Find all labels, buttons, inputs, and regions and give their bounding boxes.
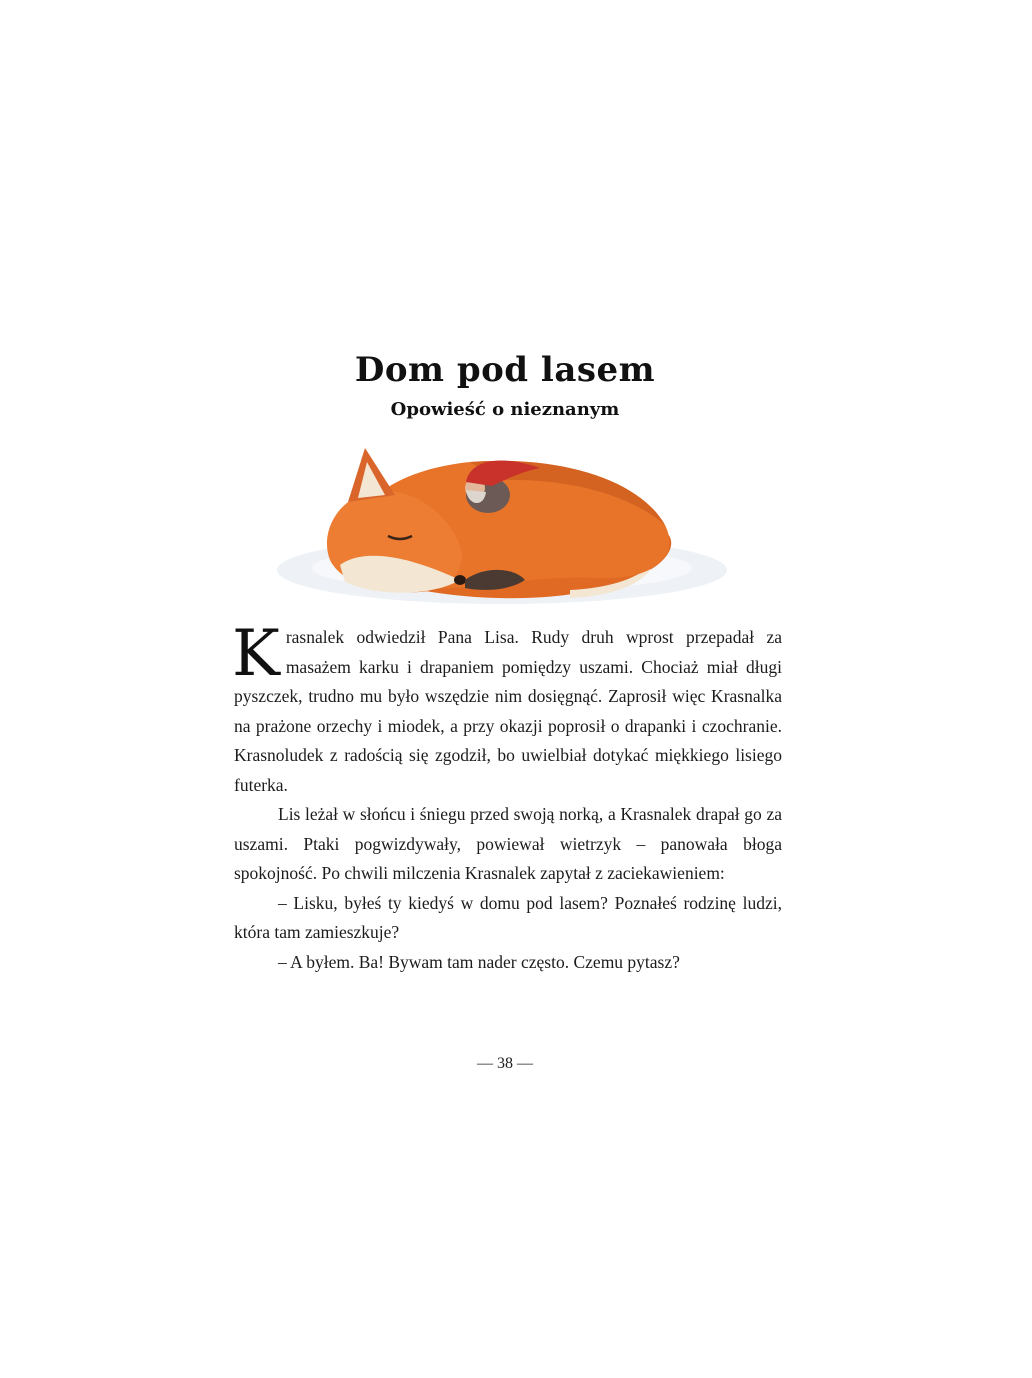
drop-cap: K (232, 617, 280, 691)
page-number: — 38 — (477, 1055, 533, 1072)
paragraph-4: – A byłem. Ba! Bywam tam nader często. Czemu pytasz? (278, 951, 680, 972)
fox-nose (454, 575, 466, 585)
paragraph-2: Lis leżał w słońcu i śniegu przed swoją norką, a Krasnalek drapał go za uszami. Ptaki pogwizdywały, powiewał wietrzyk – panowała błoga spokojność. Po chwili milczenia Krasnalek zapytał z zaciekawieniem: (234, 804, 782, 883)
chapter-subtitle: Opowieść o nieznanym (390, 399, 620, 420)
paragraph-3: – Lisku, byłeś ty kiedyś w domu pod lasem? Poznałeś rodzinę ludzi, która tam zamieszkuje? (234, 892, 782, 942)
story-text (232, 617, 782, 977)
sleeping-fox-with-gnome-illustration (270, 440, 740, 610)
paragraph-1-text: rasnalek odwiedził Pana Lisa. Rudy druh wprost przepadał za masażem karku i drapaniem pomiędzy uszami. Chociaż miał długi pyszczek, trudno mu było wszędzie nim dosięgnąć. Zaprosił więc Krasnalka na prażone orzechy i miodek, a przy okazji poprosił o drapanki i czochranie. Krasnoludek z radością się zgodził, bo uwielbiał dotykać miękkiego lisiego futerka. (234, 627, 782, 795)
chapter-title: Dom pod lasem (354, 350, 656, 390)
paragraph-1 (232, 617, 782, 800)
